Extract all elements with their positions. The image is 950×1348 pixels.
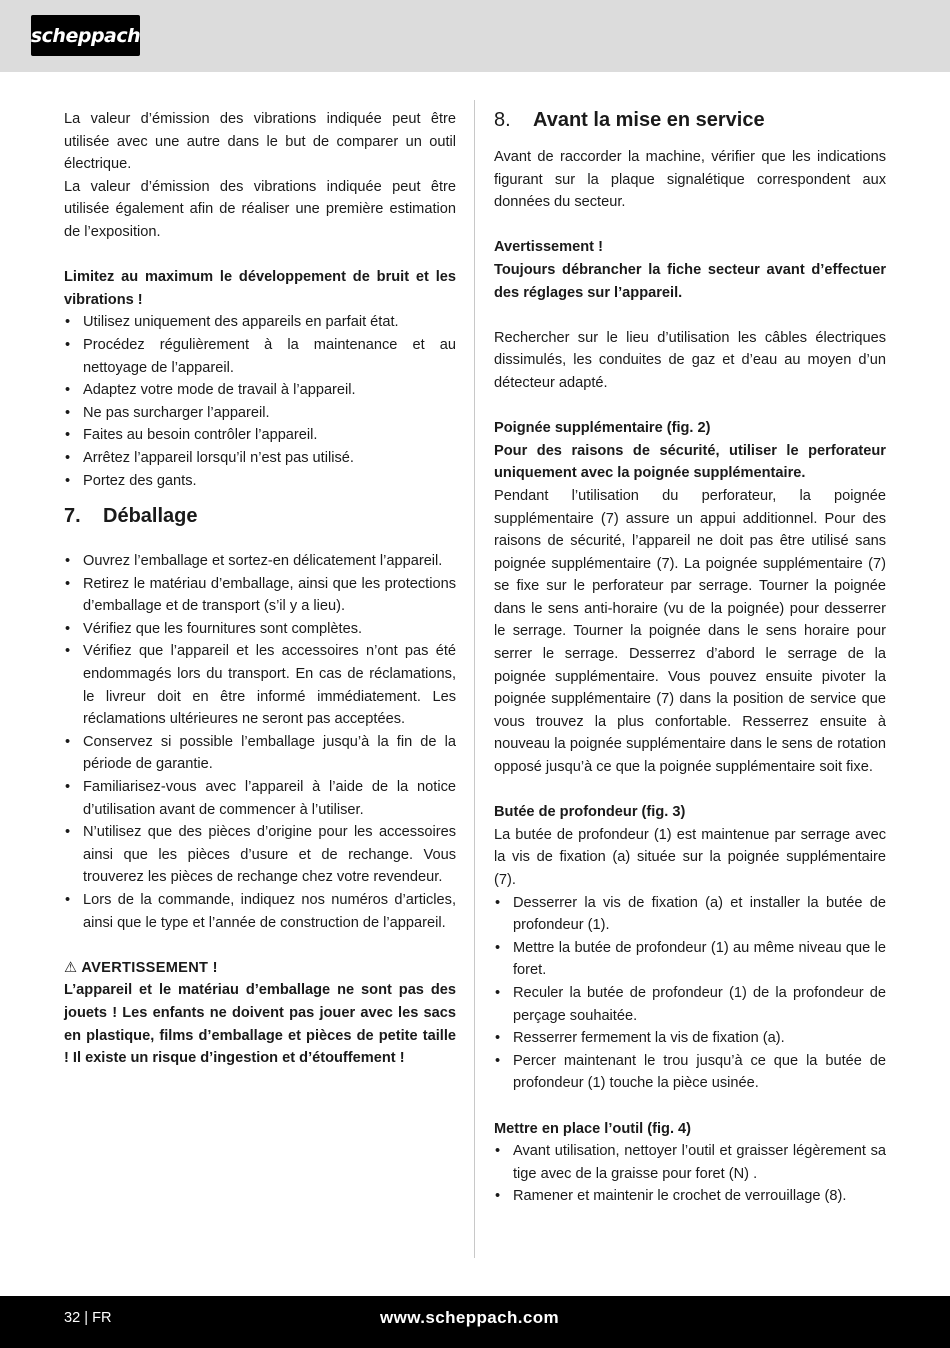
left-column [64,108,456,1070]
list-item: • Avant utilisation, nettoyer l’outil et graisser légèrement sa tige avec de la graisse pour foret (N) . [494,1140,886,1185]
noise-heading: Limitez au maximum le développement de bruit et les vibrations ! [64,269,456,308]
brand-logo: scheppach [31,15,140,56]
handle-bold-text: Pour des raisons de sécurité, utiliser le perforateur uniquement avec la poignée supplémentaire. [494,442,886,482]
intro-paragraph: Avant de raccorder la machine, vérifier que les indications figurant sur la plaque signalétique correspondent aux données du secteur. [494,149,886,211]
noise-list [64,311,456,492]
list-item: • Percer maintenant le trou jusqu’à ce que la butée de profondeur (1) touche la pièce usinée. [494,1050,886,1095]
right-column [494,108,886,1208]
list-item: • Conservez si possible l’emballage jusqu’à la fin de la période de garantie. [64,731,456,776]
depth-list [494,892,886,1095]
warning-text: L’appareil et le matériau d’emballage ne sont pas des jouets ! Les enfants ne doivent pas jouer avec les sacs en plastique, films d’emballage et pièces de petite taille ! Il existe un risque d’ingestion et d’étouffement ! [64,982,456,1067]
list-item: • Mettre la butée de profondeur (1) au même niveau que le foret. [494,937,886,982]
warning-triangle-icon: ⚠ [64,959,78,976]
warning-heading: ⚠ AVERTISSEMENT ! [64,959,218,976]
handle-paragraph: Pendant l’utilisation du perforateur, la poignée supplémentaire (7) assure un appui additionnel. Pour des raisons de sécurité, l’appareil ne doit pas être utilisé sans poignée supplémentaire (7). La poignée supplémentaire (7) se fixe sur le perforateur par serrage. Tourner la poignée dans le sens anti-horaire (vu de la poignée) pour desserrer le serrage. Tourner la poignée dans le sens horaire pour serrer le serrage. Desserrez d’abord le serrage de la poignée supplémentaire. Vous pouvez ensuite pivoter la poignée supplémentaire (7) dans la position de service que vous trouvez la plus confortable. Resserrez ensuite à nouveau la poignée supplémentaire dans le sens de rotation opposé jusqu’à ce que la poignée supplémentaire soit fixe. [494,487,886,776]
cables-paragraph: Rechercher sur le lieu d’utilisation les câbles électriques dissimulés, les conduites de gaz et d’eau au moyen d’un détecteur adapté. [494,329,886,391]
list-item: • Lors de la commande, indiquez nos numéros d’articles, ainsi que le type et l’année de construction de l’appareil. [64,889,456,934]
list-item: • Portez des gants. [64,470,456,493]
warning-label: Avertissement ! [494,239,603,256]
list-item: • Familiarisez-vous avec l’appareil à l’aide de la notice d’utilisation avant de commencer à l’utiliser. [64,776,456,821]
vibration-paragraph-1: La valeur d’émission des vibrations indiquée peut être utilisée avec une autre dans le but de comparer un outil électrique. [64,111,456,173]
tool-heading: Mettre en place l’outil (fig. 4) [494,1120,692,1137]
vibration-paragraph-2: La valeur d’émission des vibrations indiquée peut être utilisée également afin de réaliser une première estimation de l’exposition. [64,178,456,240]
tool-list [494,1140,886,1208]
list-item: • Arrêtez l’appareil lorsqu’il n’est pas utilisé. [64,447,456,470]
depth-paragraph: La butée de profondeur (1) est maintenue par serrage avec la vis de fixation (a) située sur la poignée supplémentaire (7). [494,826,886,888]
list-item: • Retirez le matériau d’emballage, ainsi que les protections d’emballage et de transport (s’il y a lieu). [64,573,456,618]
unpack-list [64,550,456,934]
depth-heading: Butée de profondeur (fig. 3) [494,804,686,821]
list-item: • Utilisez uniquement des appareils en parfait état. [64,311,456,334]
list-item: • Adaptez votre mode de travail à l’appareil. [64,379,456,402]
list-item: • N’utilisez que des pièces d’origine pour les accessoires ainsi que les pièces d’usure et de rechange. Vous trouverez les pièces de rechange chez votre revendeur. [64,821,456,889]
page-header [0,0,950,72]
page-number: 32 | FR [64,1310,112,1326]
list-item: • Vérifiez que l’appareil et les accessoires n’ont pas été endommagés lors du transport. En cas de réclamations, le livreur doit en être informé immédiatement. Les réclamations ultérieures ne seront pas acceptées. [64,640,456,730]
section-7-heading: 7. Déballage [64,505,198,528]
list-item: • Resserrer fermement la vis de fixation (a). [494,1027,886,1050]
page-footer [0,1296,950,1348]
list-item: • Ouvrez l’emballage et sortez-en délicatement l’appareil. [64,550,456,573]
list-item: • Ne pas surcharger l’appareil. [64,402,456,425]
warning-text-right: Toujours débrancher la fiche secteur avant d’effectuer des réglages sur l’appareil. [494,261,886,301]
column-divider [474,100,475,1258]
list-item: • Desserrer la vis de fixation (a) et installer la butée de profondeur (1). [494,892,886,937]
list-item: • Vérifiez que les fournitures sont complètes. [64,618,456,641]
website-link[interactable]: www.scheppach.com [380,1308,560,1327]
handle-heading: Poignée supplémentaire (fig. 2) [494,420,711,437]
list-item: • Reculer la butée de profondeur (1) de la profondeur de perçage souhaitée. [494,982,886,1027]
list-item: • Procédez régulièrement à la maintenance et au nettoyage de l’appareil. [64,334,456,379]
list-item: • Ramener et maintenir le crochet de verrouillage (8). [494,1185,886,1208]
list-item: • Faites au besoin contrôler l’appareil. [64,424,456,447]
section-8-heading: 8. Avant la mise en service [494,109,765,131]
